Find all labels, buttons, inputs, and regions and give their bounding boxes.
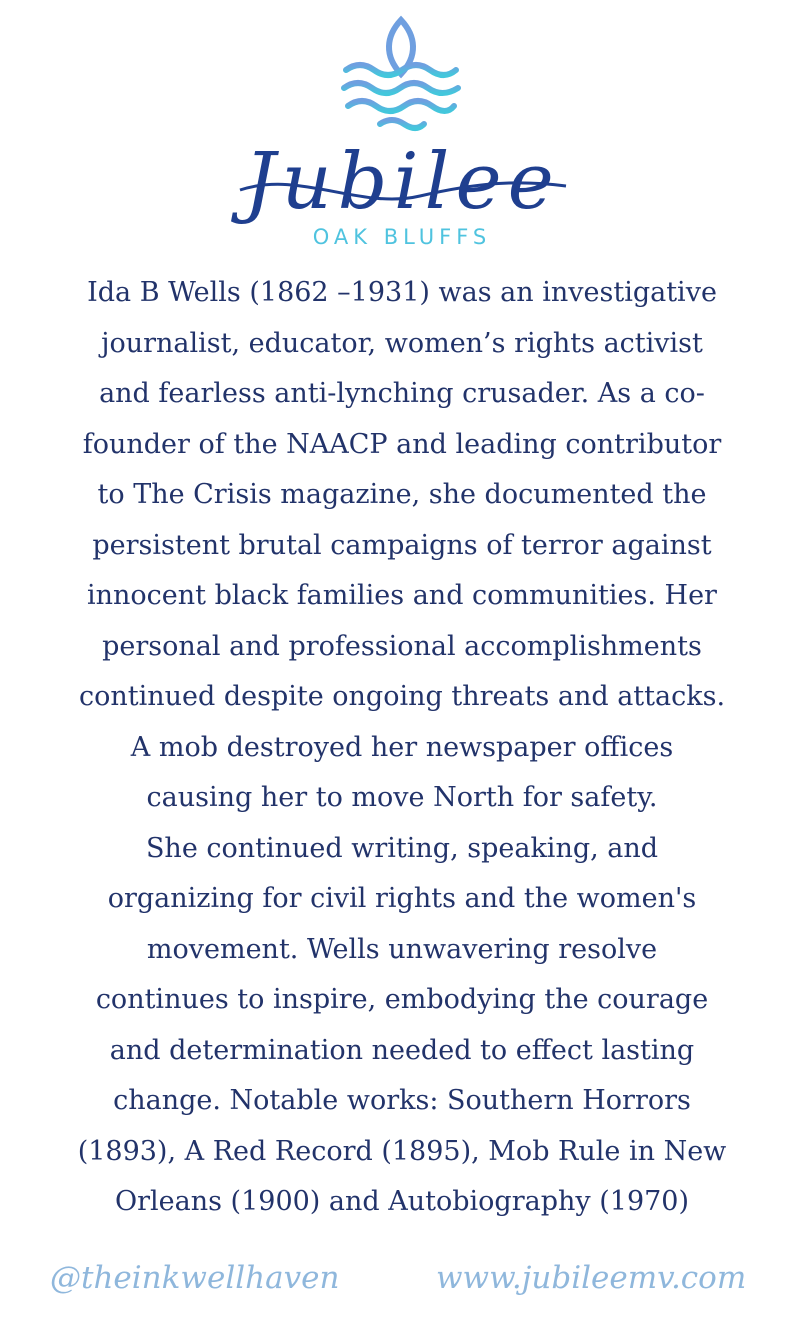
logo-subtitle: OAK BLUFFS xyxy=(312,225,492,249)
website-link[interactable]: www.jubileemv.com xyxy=(436,1260,747,1296)
logo-script-text: Jubilee xyxy=(244,137,560,227)
social-handle-link[interactable]: @theinkwellhaven xyxy=(50,1260,340,1296)
bio-text: Ida B Wells (1862 –1931) was an investigative journalist, educator, women’s rights activist and fearless anti-lynching crusader. As a co- founder of the NAACP and leading contributor to The Crisis magazine, she documented the persistent brutal campaigns of terror against innocent black families and communities. Her personal and professional accomplishments continued despite ongoing threats and attacks. A mob destroyed her newspaper offices causing her to move North for safety. She continued writing, speaking, and organizing for civil rights and the women's movement. Wells unwavering resolve continues to inspire, embodying the courage and determination needed to effect lasting change. Notable works: Southern Horrors (1893), A Red Record (1895), Mob Rule in New Orleans (1900) and Autobiography (1970) xyxy=(77,277,727,1217)
logo-graphic xyxy=(0,0,804,260)
jubilee-logo xyxy=(0,0,804,260)
